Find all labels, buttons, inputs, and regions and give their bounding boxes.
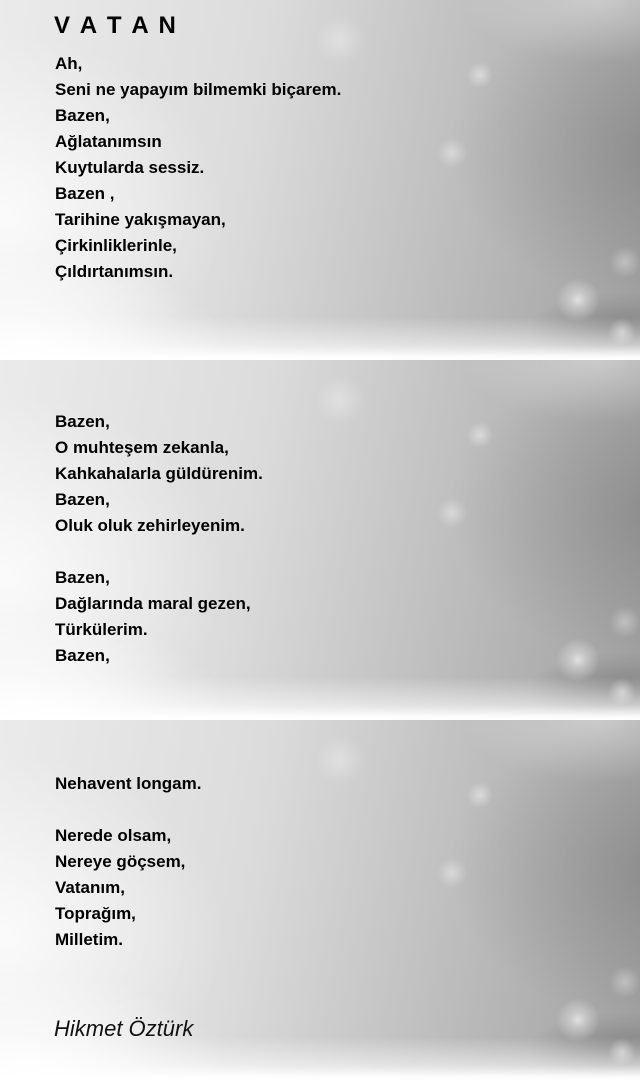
- stanza-2: [55, 409, 263, 669]
- poem-line: Çıldırtanımsın.: [55, 262, 174, 281]
- poem-line: Vatanım,: [55, 878, 125, 897]
- poem-line: Nehavent longam.: [55, 774, 202, 793]
- poem-line: Kahkahalarla güldürenim.: [55, 464, 263, 483]
- poem-band-1: [0, 0, 640, 360]
- poem-band-2: [0, 360, 640, 720]
- poem-line: Bazen,: [55, 412, 110, 431]
- poem-line: Bazen,: [55, 646, 110, 665]
- poem-line: Dağlarında maral gezen,: [55, 594, 251, 613]
- stanza-3: [55, 771, 201, 953]
- poem-line: Kuytularda sessiz.: [55, 158, 205, 177]
- poem-line: Nereye göçsem,: [55, 852, 186, 871]
- poem-line: Oluk oluk zehirleyenim.: [55, 516, 245, 535]
- poem-line: Bazen,: [55, 490, 110, 509]
- poem-band-3: [0, 720, 640, 1080]
- poem-line: Bazen,: [55, 568, 110, 587]
- poem-line: Toprağım,: [55, 904, 136, 923]
- poem-line: [55, 539, 263, 565]
- author-signature: Hikmet Öztürk: [54, 1016, 194, 1041]
- poem-line: Nerede olsam,: [55, 826, 172, 845]
- stanza-1: [55, 51, 341, 285]
- poem-title: V A T A N: [54, 12, 178, 39]
- poem-line: Ağlatanımsın: [55, 132, 162, 151]
- poem-line: Milletim.: [55, 930, 124, 949]
- poem-line: Seni ne yapayım bilmemki biçarem.: [55, 80, 342, 99]
- poem-line: [55, 797, 201, 823]
- poem-line: Çirkinliklerinle,: [55, 236, 177, 255]
- poem-line: O muhteşem zekanla,: [55, 438, 229, 457]
- poem-line: Bazen,: [55, 106, 110, 125]
- poem-line: Tarihine yakışmayan,: [55, 210, 226, 229]
- poem-line: Ah,: [55, 54, 83, 73]
- poem-line: Türkülerim.: [55, 620, 148, 639]
- poem-line: Bazen ,: [55, 184, 115, 203]
